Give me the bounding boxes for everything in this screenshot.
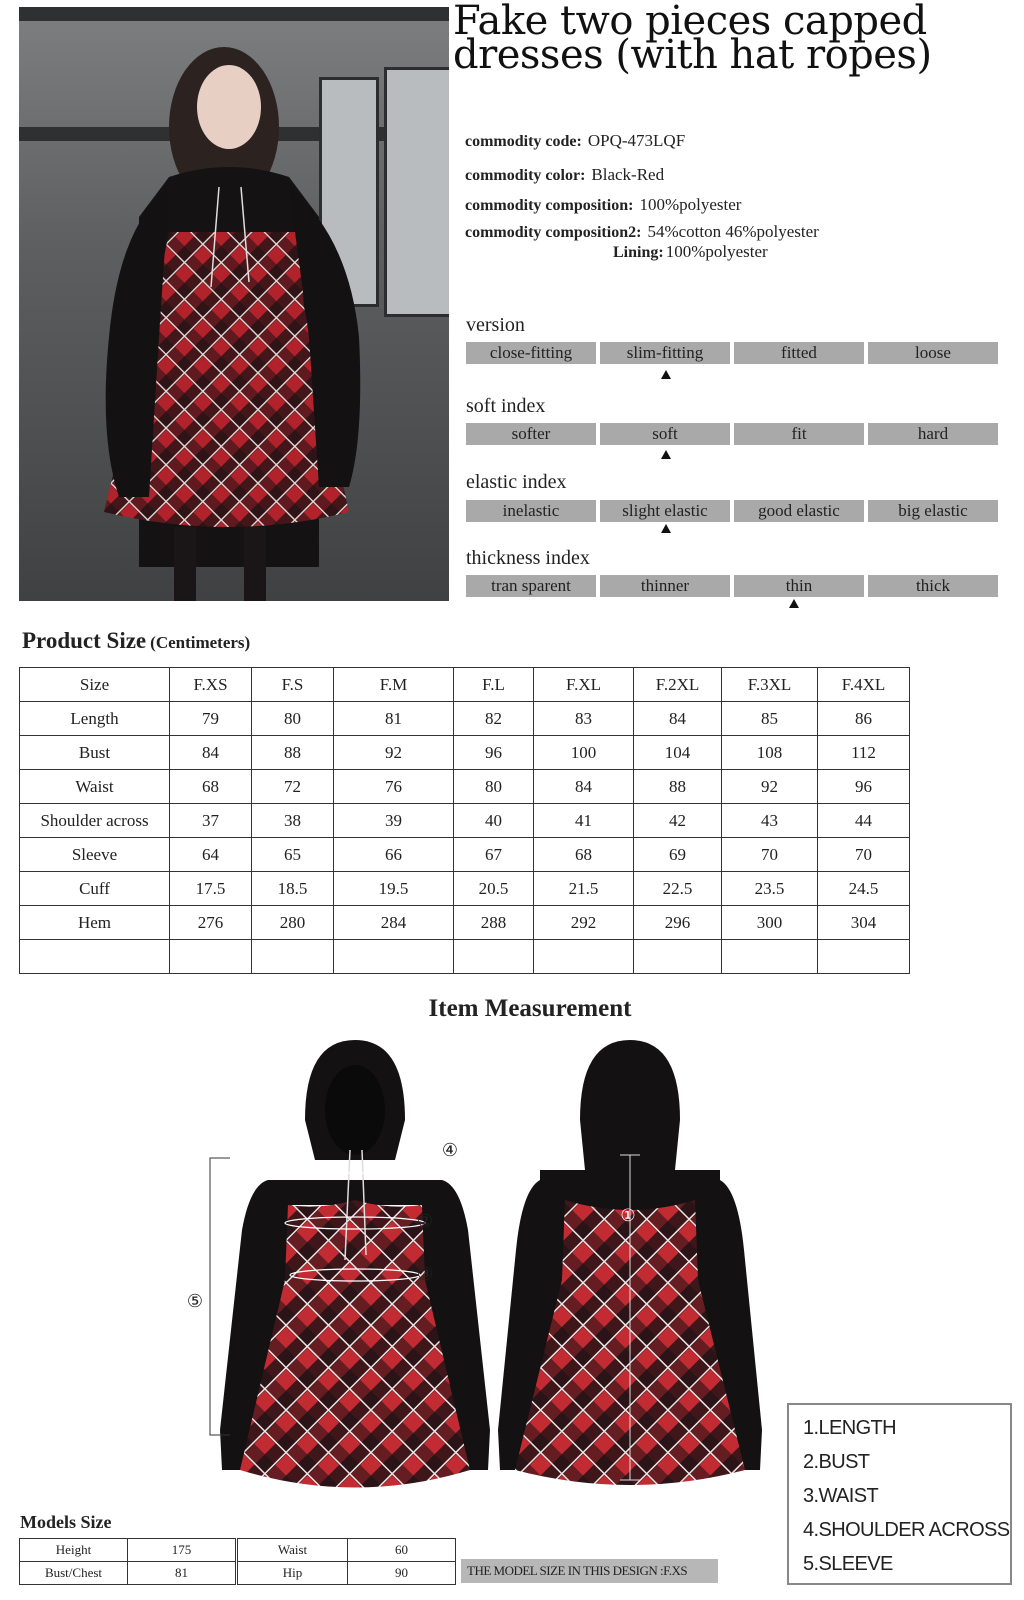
item-measurement-title: Item Measurement	[428, 995, 632, 1022]
version-indicator-icon	[661, 370, 671, 379]
spec-composition2-value: 54%cotton 46%polyester	[647, 222, 819, 241]
table-header-cell: F.2XL	[634, 668, 722, 702]
row-label-cell	[20, 940, 170, 974]
table-cell: 79	[170, 702, 252, 736]
elastic-index-option: slight elastic	[600, 500, 730, 522]
elastic-index-option: good elastic	[734, 500, 864, 522]
spec-color-value: Black-Red	[591, 165, 665, 184]
product-photo	[19, 7, 449, 601]
spec-composition2	[465, 222, 819, 242]
table-cell: 92	[722, 770, 818, 804]
thickness-index-option: thinner	[600, 575, 730, 597]
table-cell: 112	[818, 736, 910, 770]
title-line-2: dresses (with hat ropes)	[453, 32, 932, 78]
table-cell: 18.5	[252, 872, 334, 906]
row-label-cell: Shoulder across	[20, 804, 170, 838]
table-header-cell: F.XL	[534, 668, 634, 702]
table-cell: 66	[334, 838, 454, 872]
elastic-index-indicator-icon	[661, 524, 671, 533]
marker-shoulder: ④	[441, 1140, 459, 1161]
measurement-diagram	[180, 1030, 780, 1520]
version-scale	[466, 342, 998, 364]
waist-value: 60	[348, 1539, 456, 1562]
soft-index-label: soft index	[466, 395, 546, 417]
soft-index-option: fit	[734, 423, 864, 445]
table-cell	[722, 940, 818, 974]
table-cell: 296	[634, 906, 722, 940]
table-row	[20, 906, 910, 940]
table-cell: 292	[534, 906, 634, 940]
spec-composition2-label: commodity composition2:	[465, 224, 642, 241]
model-size-note: THE MODEL SIZE IN THIS DESIGN :F.XS	[461, 1559, 718, 1583]
table-cell: 76	[334, 770, 454, 804]
table-cell: 41	[534, 804, 634, 838]
table-cell: 88	[634, 770, 722, 804]
spec-color-label: commodity color:	[465, 167, 586, 184]
spec-composition-label: commodity composition:	[465, 197, 634, 214]
spec-code	[465, 131, 685, 151]
table-cell: 300	[722, 906, 818, 940]
table-cell: 284	[334, 906, 454, 940]
table-cell: 24.5	[818, 872, 910, 906]
version-option: slim-fitting	[600, 342, 730, 364]
table-cell: 20.5	[454, 872, 534, 906]
table-cell: 67	[454, 838, 534, 872]
thickness-index-scale	[466, 575, 998, 597]
thickness-index-indicator-icon	[789, 599, 799, 608]
table-cell: 72	[252, 770, 334, 804]
hip-value: 90	[348, 1562, 456, 1585]
table-cell: 92	[334, 736, 454, 770]
table-row	[20, 736, 910, 770]
elastic-index-option: big elastic	[868, 500, 998, 522]
marker-waist: ③	[416, 1264, 434, 1285]
thickness-index-option: tran sparent	[466, 575, 596, 597]
table-cell: 280	[252, 906, 334, 940]
marker-bust: ②	[416, 1211, 434, 1232]
table-cell: 85	[722, 702, 818, 736]
table-cell: 304	[818, 906, 910, 940]
table-row	[20, 940, 910, 974]
table-cell: 81	[334, 702, 454, 736]
table-cell: 80	[252, 702, 334, 736]
row-label-cell: Bust	[20, 736, 170, 770]
spec-composition	[465, 195, 741, 215]
table-cell: 17.5	[170, 872, 252, 906]
soft-index-option: hard	[868, 423, 998, 445]
table-row	[20, 770, 910, 804]
height-value: 175	[128, 1539, 236, 1562]
hip-label: Hip	[238, 1562, 348, 1585]
table-cell: 83	[534, 702, 634, 736]
spec-lining-label: Lining:	[613, 244, 664, 261]
legend-item: 4.SHOULDER ACROSS	[803, 1519, 1010, 1541]
model-figure	[19, 7, 449, 601]
product-size-table	[19, 667, 910, 974]
table-cell	[634, 940, 722, 974]
table-cell: 40	[454, 804, 534, 838]
version-option: fitted	[734, 342, 864, 364]
product-size-title	[22, 628, 250, 654]
elastic-index-scale	[466, 500, 998, 522]
spec-code-value: OPQ-473LQF	[587, 131, 686, 150]
spec-lining	[613, 242, 768, 262]
thickness-index-label: thickness index	[466, 547, 590, 569]
table-cell: 70	[722, 838, 818, 872]
measurement-legend	[787, 1403, 1012, 1585]
table-cell: 70	[818, 838, 910, 872]
marker-sleeve: ⑤	[186, 1291, 204, 1312]
table-cell: 68	[534, 838, 634, 872]
marker-length: ①	[620, 1206, 636, 1226]
spec-composition-value: 100%polyester	[639, 195, 742, 214]
front-dress	[210, 1040, 490, 1488]
table-cell: 38	[252, 804, 334, 838]
table-cell: 84	[170, 736, 252, 770]
row-label-cell: Cuff	[20, 872, 170, 906]
row-label-cell: Waist	[20, 770, 170, 804]
legend-item: 2.BUST	[803, 1451, 870, 1473]
table-cell: 42	[634, 804, 722, 838]
table-cell: 108	[722, 736, 818, 770]
table-header-cell: F.4XL	[818, 668, 910, 702]
height-label: Height	[20, 1539, 128, 1562]
table-cell	[534, 940, 634, 974]
table-row	[20, 872, 910, 906]
table-row	[20, 702, 910, 736]
version-option: loose	[868, 342, 998, 364]
table-cell: 80	[454, 770, 534, 804]
table-cell	[334, 940, 454, 974]
table-cell: 69	[634, 838, 722, 872]
table-cell: 82	[454, 702, 534, 736]
title-line-1: Fake two pieces capped	[453, 0, 927, 44]
table-cell: 21.5	[534, 872, 634, 906]
table-cell: 96	[454, 736, 534, 770]
table-cell: 19.5	[334, 872, 454, 906]
table-cell: 39	[334, 804, 454, 838]
table-cell: 84	[634, 702, 722, 736]
soft-index-option: softer	[466, 423, 596, 445]
table-header-row	[20, 668, 910, 702]
spec-lining-value: 100%polyester	[665, 242, 768, 261]
soft-index-scale	[466, 423, 998, 445]
table-cell: 37	[170, 804, 252, 838]
table-cell: 288	[454, 906, 534, 940]
table-cell: 276	[170, 906, 252, 940]
version-option: close-fitting	[466, 342, 596, 364]
table-cell: 86	[818, 702, 910, 736]
table-cell: 96	[818, 770, 910, 804]
table-header-cell: F.S	[252, 668, 334, 702]
row-label-cell: Hem	[20, 906, 170, 940]
thickness-index-option: thick	[868, 575, 998, 597]
models-size-table-left	[19, 1538, 236, 1585]
bust-value: 81	[128, 1562, 236, 1585]
elastic-index-option: inelastic	[466, 500, 596, 522]
table-cell: 88	[252, 736, 334, 770]
soft-index-option: soft	[600, 423, 730, 445]
table-cell: 43	[722, 804, 818, 838]
table-cell: 23.5	[722, 872, 818, 906]
table-header-cell: F.XS	[170, 668, 252, 702]
version-label: version	[466, 314, 525, 336]
table-cell	[454, 940, 534, 974]
product-size-unit: (Centimeters)	[150, 633, 251, 652]
spec-code-label: commodity code:	[465, 133, 582, 150]
elastic-index-label: elastic index	[466, 471, 567, 493]
row-label-cell: Sleeve	[20, 838, 170, 872]
legend-item: 1.LENGTH	[803, 1417, 897, 1439]
table-cell	[252, 940, 334, 974]
product-title	[453, 0, 1013, 78]
table-cell	[818, 940, 910, 974]
table-cell: 84	[534, 770, 634, 804]
soft-index-indicator-icon	[661, 450, 671, 459]
waist-label: Waist	[238, 1539, 348, 1562]
table-cell: 44	[818, 804, 910, 838]
models-size-table-right	[237, 1538, 456, 1585]
table-header-cell: F.3XL	[722, 668, 818, 702]
legend-item: 3.WAIST	[803, 1485, 879, 1507]
table-cell	[170, 940, 252, 974]
product-size-heading: Product Size	[22, 628, 147, 653]
table-row	[20, 804, 910, 838]
table-cell: 64	[170, 838, 252, 872]
table-row	[20, 838, 910, 872]
row-label-cell: Length	[20, 702, 170, 736]
table-header-cell: F.L	[454, 668, 534, 702]
bust-label: Bust/Chest	[20, 1562, 128, 1585]
back-dress	[498, 1040, 762, 1485]
table-cell: 65	[252, 838, 334, 872]
table-cell: 100	[534, 736, 634, 770]
table-header-cell: Size	[20, 668, 170, 702]
thickness-index-option: thin	[734, 575, 864, 597]
table-cell: 22.5	[634, 872, 722, 906]
legend-item: 5.SLEEVE	[803, 1553, 893, 1575]
models-size-title: Models Size	[20, 1512, 112, 1532]
spec-color	[465, 165, 664, 185]
table-header-cell: F.M	[334, 668, 454, 702]
table-cell: 68	[170, 770, 252, 804]
table-cell: 104	[634, 736, 722, 770]
